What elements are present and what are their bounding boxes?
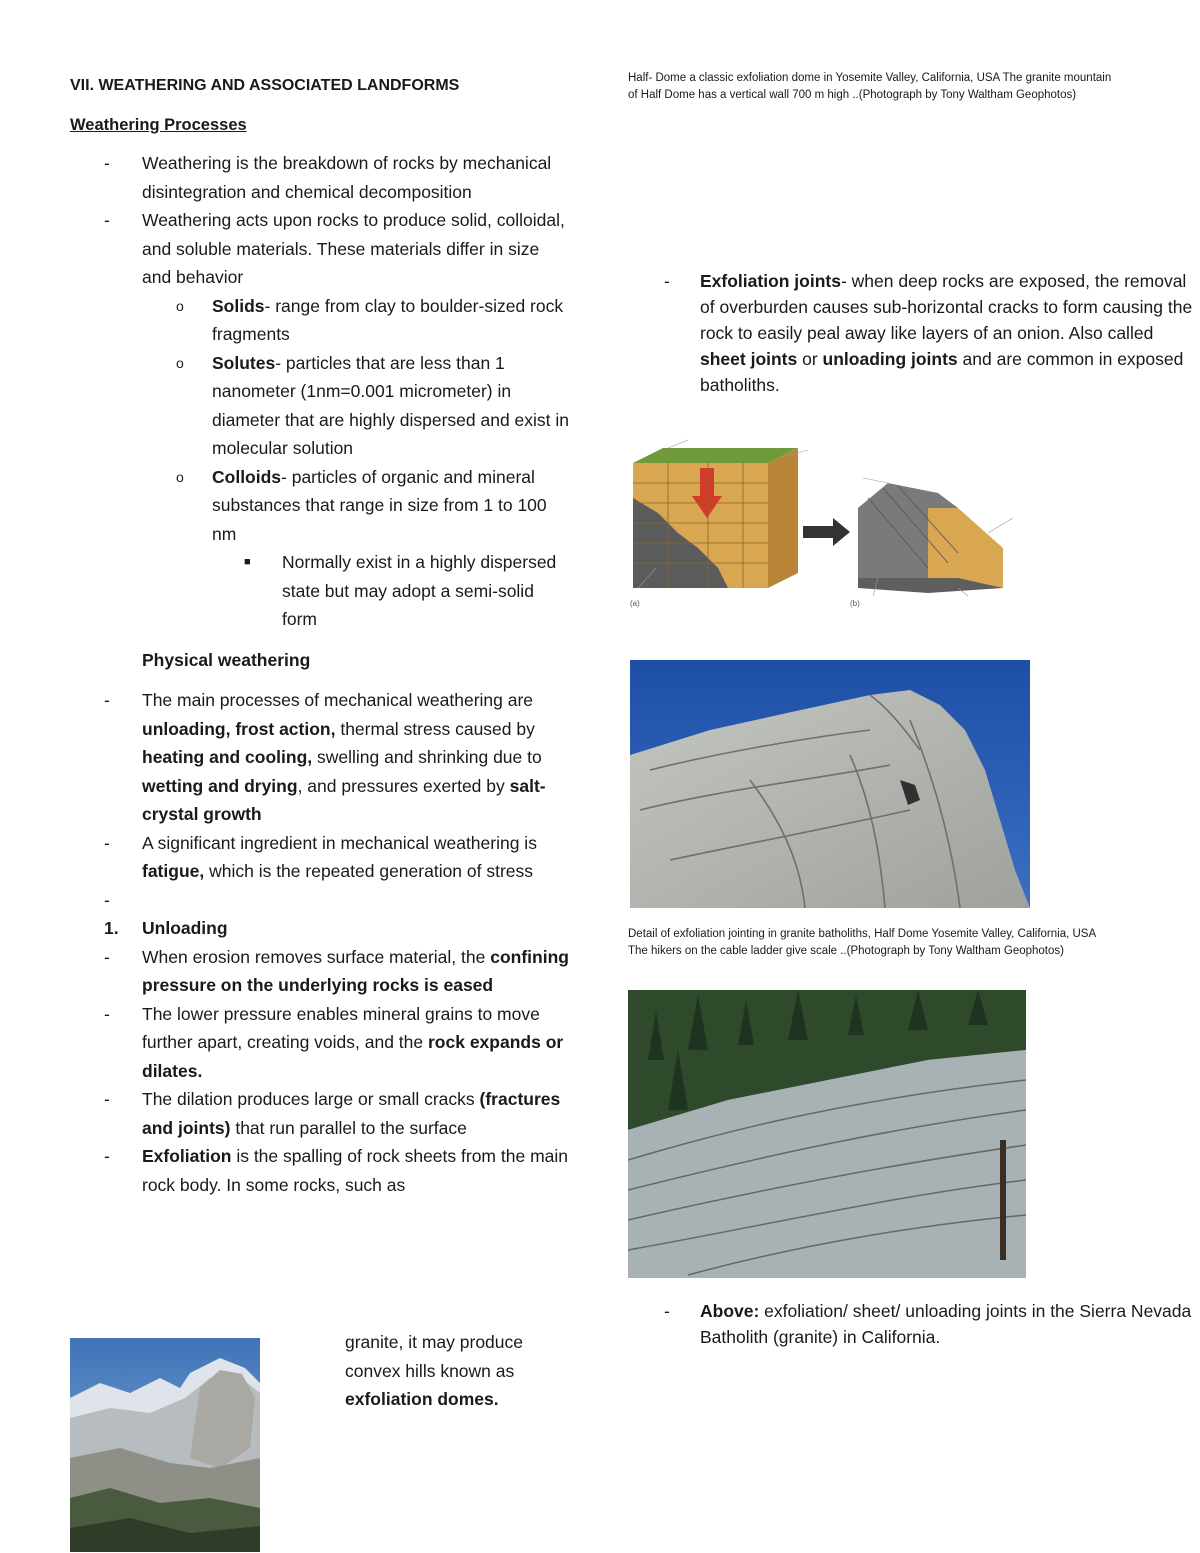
list-item: - The main processes of mechanical weathering are unloading, frost action, thermal stress caused by heating and cooling, swelling and shrinking due to wetting and drying, and pressures exerted by salt-crystal growth [104,690,546,824]
list-item: - When erosion removes surface material, the confining pressure on the underlying rocks is eased [104,946,569,995]
list-item-exfoliation-joints: - Exfoliation joints- when deep rocks are exposed, the removal of overburden causes sub-horizontal cracks to form causing the rock to easily peal away like layers of an onion. Also called sheet joints or unloading joints and are common in exposed batholiths. [664,271,1193,395]
exfoliation-detail-photo [630,660,1030,908]
diagram-label-a: (a) [630,599,640,608]
section-heading-physical-weathering: Physical weathering [142,649,311,670]
sierra-nevada-photo [628,990,1026,1278]
list-item: - Weathering is the breakdown of rocks by mechanical disintegration and chemical decomposition [104,153,552,202]
exfoliation-domes-text: granite, it may produce convex hills known as exfoliation domes. [345,1332,524,1409]
half-dome-photo [70,1338,260,1552]
list-item-colloids-detail: ■ Normally exist in a highly dispersed state but may adopt a semi-solid form [244,552,557,629]
figure-caption-exfoliation-detail: Detail of exfoliation jointing in granite batholiths, Half Dome Yosemite Valley, California, USA The hikers on the cable ladder give scale ..(Photograph by Tony Waltham Geophotos) [628,928,1096,957]
list-item: - Exfoliation is the spalling of rock sheets from the main rock body. In some rocks, such as [104,1146,568,1195]
figure-caption-half-dome: Half- Dome a classic exfoliation dome in Yosemite Valley, California, USA The granite mountain of Half Dome has a vertical wall 700 m high ..(Photograph by Tony Waltham Geophotos) [628,72,1112,101]
section-heading-weathering-processes: Weathering Processes [70,115,247,134]
exfoliation-diagram [628,438,1048,610]
list-item: - The lower pressure enables mineral grains to move further apart, creating voids, and the rock expands or dilates. [104,1003,564,1081]
list-item-colloids: o Colloids- particles of organic and mineral substances that range in size from 1 to 100 nm [176,466,547,544]
left-column [70,72,570,1199]
list-item: - Weathering acts upon rocks to produce solid, colloidal, and soluble materials. These materials differ in size and behavior [104,210,565,287]
list-item: - A significant ingredient in mechanical weathering is fatigue, which is the repeated generation of stress [104,832,537,881]
page-title: VII. WEATHERING AND ASSOCIATED LANDFORMS [70,77,460,94]
list-item: - The dilation produces large or small cracks (fractures and joints) that run parallel to the surface [104,1089,561,1138]
list-item-empty: - [104,889,110,910]
list-item-above-caption: - Above: exfoliation/ sheet/ unloading joints in the Sierra Nevada Batholith (granite) in California. [664,1301,1192,1347]
diagram-label-b: (b) [850,599,860,608]
numbered-heading-unloading: 1. Unloading [104,918,228,938]
list-item-solids: o Solids- range from clay to boulder-sized rock fragments [176,295,564,344]
list-item-solutes: o Solutes- particles that are less than 1 nanometer (1nm=0.001 micrometer) in diameter that are highly dispersed and exist in molecular solution [176,352,570,458]
